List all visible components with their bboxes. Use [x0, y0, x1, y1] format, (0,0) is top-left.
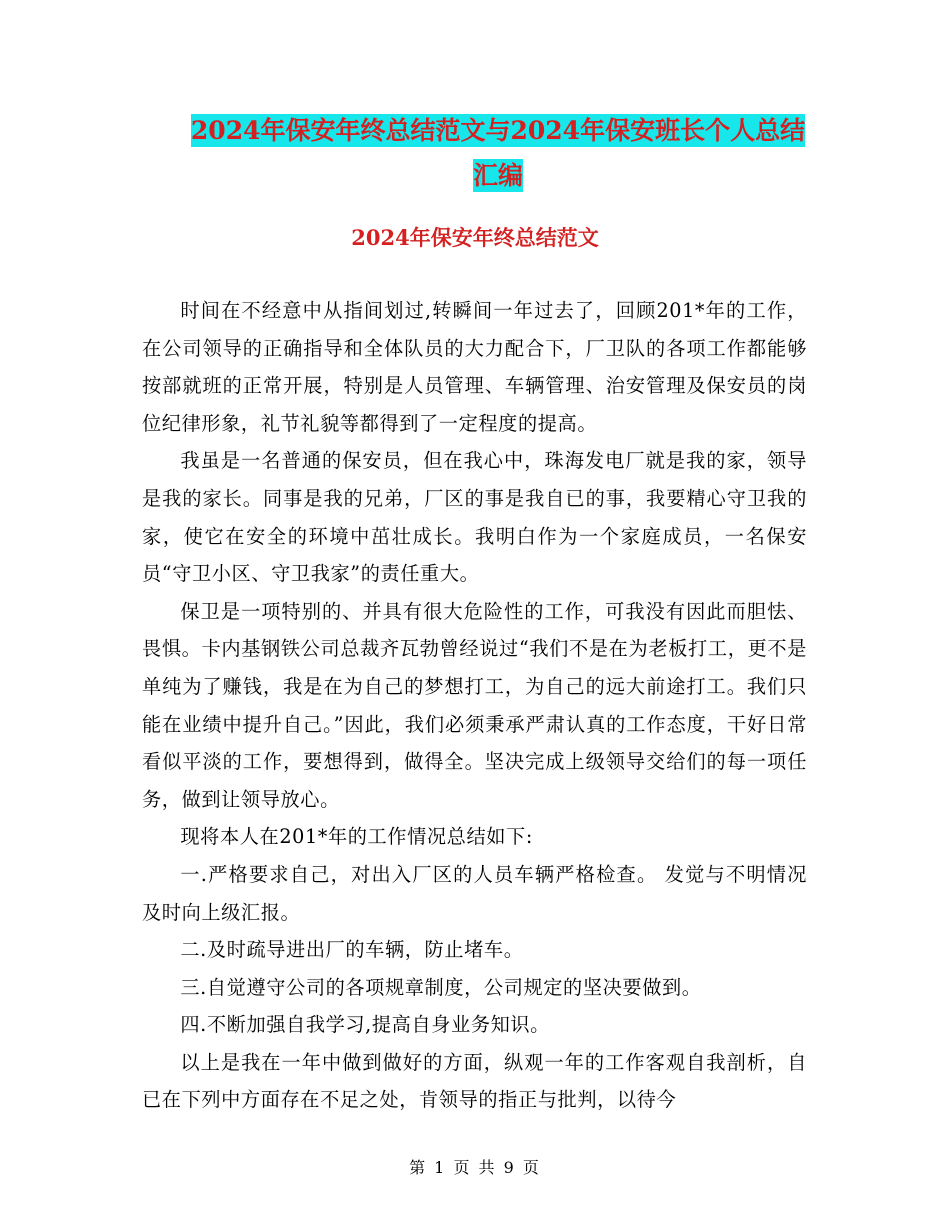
list-item: 一.严格要求自己，对出入厂区的人员车辆严格检查。 发觉与不明情况及时向上级汇报。 — [142, 862, 807, 924]
paragraph: 我虽是一名普通的保安员，但在我心中，珠海发电厂就是我的家，领导是我的家长。同事是我的兄弟，厂区的事是我自已的事，我要精心守卫我的家，使它在安全的环境中茁壮成长。我明白作为一个家庭成员，一名保安员“守卫小区、守卫我家”的责任重大。 — [142, 449, 807, 586]
list-item: 三.自觉遵守公司的各项规章制度，公司规定的坚决要做到。 — [180, 975, 702, 999]
paragraph: 现将本人在201*年的工作情况总结如下: — [180, 825, 533, 849]
list-item: 四.不断加强自我学习,提高自身业务知识。 — [180, 1013, 550, 1037]
paragraph: 以上是我在一年中做到做好的方面，纵观一年的工作客观自我剖析，自已在下列中方面存在不足之处，肯领导的指正与批判，以待今 — [142, 1050, 807, 1112]
document-title-line-2: 汇编 — [472, 161, 523, 190]
list-item: 二.及时疏导进出厂的车辆，防止堵车。 — [180, 938, 524, 962]
document-title-line-1: 2024年保安年终总结范文与2024年保安班长个人总结 — [190, 116, 806, 145]
document-title — [120, 108, 876, 198]
paragraph: 时间在不经意中从指间划过,转瞬间一年过去了，回顾201*年的工作，在公司领导的正确指导和全体队员的大力配合下，厂卫队的各项工作都能够按部就班的正常开展，特别是人员管理、车辆管理、治安管理及保安员的岗位纪律形象，礼节礼貌等都得到了一定程度的提高。 — [142, 299, 807, 435]
section-title: 2024年保安年终总结范文 — [351, 225, 599, 250]
document-body — [142, 292, 807, 1119]
paragraph: 保卫是一项特别的、并具有很大危险性的工作，可我没有因此而胆怯、畏惧。卡内基钢铁公司总裁齐瓦勃曾经说过“我们不是在为老板打工，更不是单纯为了赚钱，我是在为自己的梦想打工，为自己的远大前途打工。我们只能在业绩中提升自己。”因此，我们必须秉承严肃认真的工作态度，干好日常看似平淡的工作，要想得到，做得全。坚决完成上级领导交给们的每一项任务，做到让领导放心。 — [142, 599, 807, 811]
page-number-footer: 第 1 页 共 9 页 — [409, 1158, 541, 1177]
